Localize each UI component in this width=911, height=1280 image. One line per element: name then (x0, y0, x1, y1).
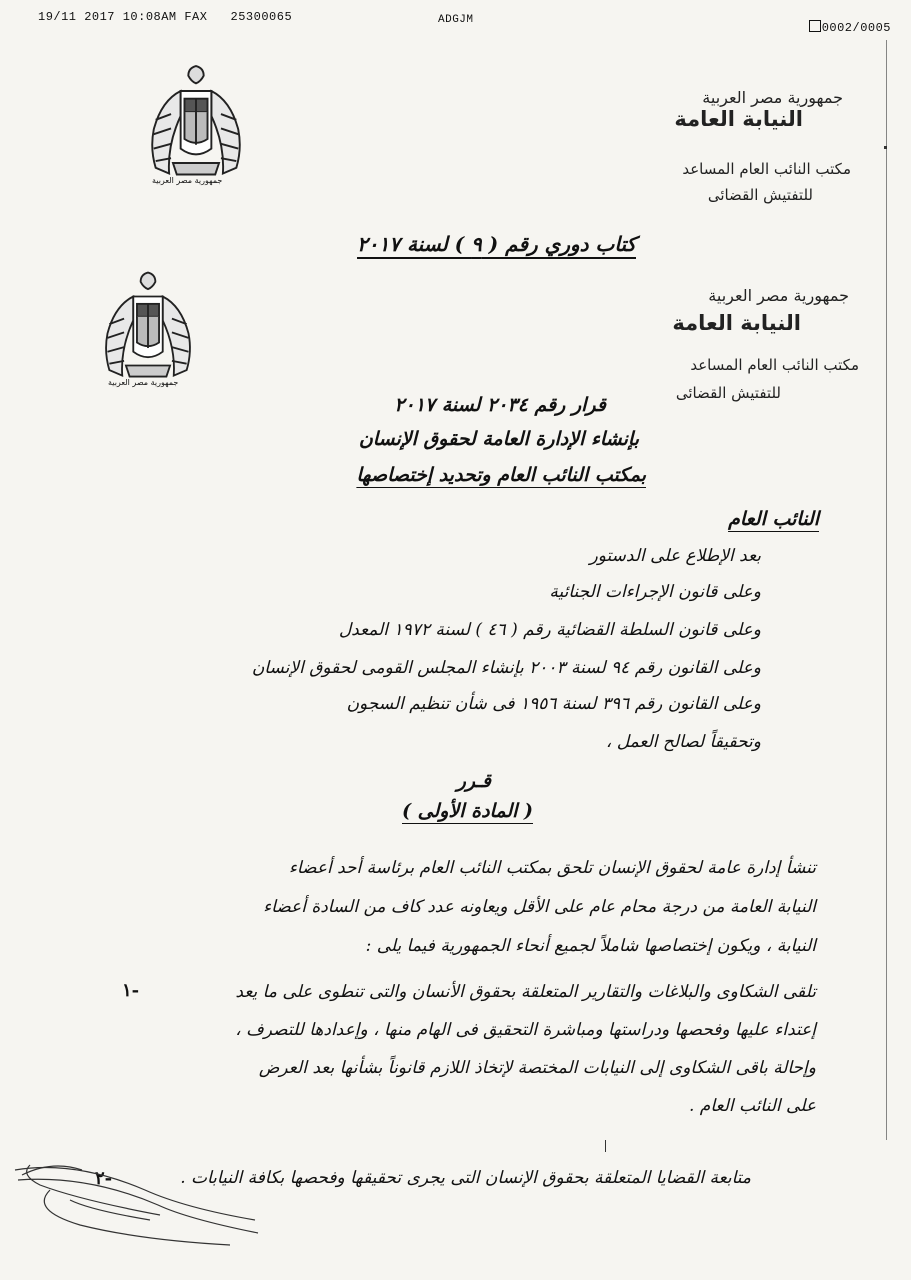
item-1-line-4: على النائب العام . (688, 1096, 816, 1116)
item-2-line-1: متابعة القضايا المتعلقة بحقوق الإنسان التى يجرى تحقيقها وفحصها بكافة النيابات . (180, 1168, 751, 1188)
article-paragraph-line-3: النيابة ، ويكون إختصاصها شاملاً لجميع أنحاء الجمهورية فيما يلى : (365, 936, 816, 956)
fax-page-icon (809, 20, 821, 32)
fax-page-counter: 0002/0005 (809, 20, 891, 35)
circular-title: كتاب دوري رقم ( ٩ ) لسنة ٢٠١٧ (357, 232, 636, 256)
emblem-caption-2: جمهورية مصر العربية (108, 378, 179, 387)
item-1-number: ١- (122, 980, 140, 1001)
letterhead-authority: النيابة العامة (674, 107, 803, 131)
fax-header (38, 10, 891, 35)
stray-mark (884, 146, 887, 149)
handwritten-signature (10, 1150, 270, 1260)
letterhead-authority-2: النيابة العامة (672, 311, 801, 335)
preamble-line-2: وعلى قانون الإجراءات الجنائية (549, 582, 761, 602)
preamble-line-4: وعلى القانون رقم ٩٤ لسنة ٢٠٠٣ بإنشاء المجلس القومى لحقوق الإنسان (251, 658, 761, 678)
letterhead-second-office (599, 356, 859, 402)
preamble-line-3: وعلى قانون السلطة القضائية رقم ( ٤٦ ) لسنة ١٩٧٢ المعدل (338, 620, 761, 640)
item-1-line-2: إعتداء عليها وفحصها ودراستها ومباشرة التحقيق فى الهام منها ، وإعدادها للتصرف ، (235, 1020, 816, 1040)
letterhead-top (603, 88, 843, 131)
eagle-emblem-icon-2 (102, 266, 194, 396)
letterhead-second (599, 286, 849, 335)
preamble-line-5: وعلى القانون رقم ٣٩٦ لسنة ١٩٥٦ فى شأن تنظيم السجون (346, 694, 761, 714)
letterhead-department-2: للتفتيش القضائى (675, 384, 781, 402)
letterhead-office: مكتب النائب العام المساعد (682, 160, 851, 178)
fax-date-time: 19/11 2017 10:08AM FAX 25300065 (38, 10, 293, 24)
article-paragraph-line-2: النيابة العامة من درجة محام عام على الأقل ويعاونه عدد كاف من السادة أعضاء (263, 897, 816, 917)
decision-number: قرار رقم ٢٠٣٤ لسنة ٢٠١٧ (394, 394, 606, 416)
preamble-line-6: وتحقيقاً لصالح العمل ، (605, 732, 761, 752)
fax-sender-code: ADGJM (438, 14, 474, 26)
letterhead-department: للتفتيش القضائى (707, 186, 813, 204)
stray-mark-2 (605, 1140, 606, 1152)
article-paragraph-line-1: تنشأ إدارة عامة لحقوق الإنسان تلحق بمكتب النائب العام برئاسة أحد أعضاء (288, 858, 816, 878)
emblem-caption: جمهورية مصر العربية (152, 176, 223, 185)
item-1-line-1: تلقى الشكاوى والبلاغات والتقارير المتعلقة بحقوق الأنسان والتى تنطوى على ما يعد (235, 982, 816, 1002)
preamble-line-1: بعد الإطلاع على الدستور (589, 546, 761, 566)
letterhead-office-2: مكتب النائب العام المساعد (690, 356, 859, 374)
article-label: ( المادة الأولى ) (402, 800, 533, 822)
page-edge-line (886, 40, 887, 1140)
eagle-emblem-icon (148, 62, 244, 192)
item-2-number: ٢- (95, 1168, 113, 1189)
decision-subject-1: بإنشاء الإدارة العامة لحقوق الإنسان (358, 428, 639, 450)
decided-label: قـرر (456, 770, 491, 792)
letterhead-country: جمهورية مصر العربية (702, 88, 843, 107)
letterhead-top-office (591, 160, 851, 204)
item-1-line-3: وإحالة باقى الشكاوى إلى النيابات المختصة لإتخاذ اللازم قانوناً بشأنها بعد العرض (258, 1058, 816, 1078)
issuer-title: النائب العام (728, 508, 819, 530)
letterhead-country-2: جمهورية مصر العربية (708, 286, 849, 305)
decision-subject-2: بمكتب النائب العام وتحديد إختصاصها (356, 464, 646, 486)
